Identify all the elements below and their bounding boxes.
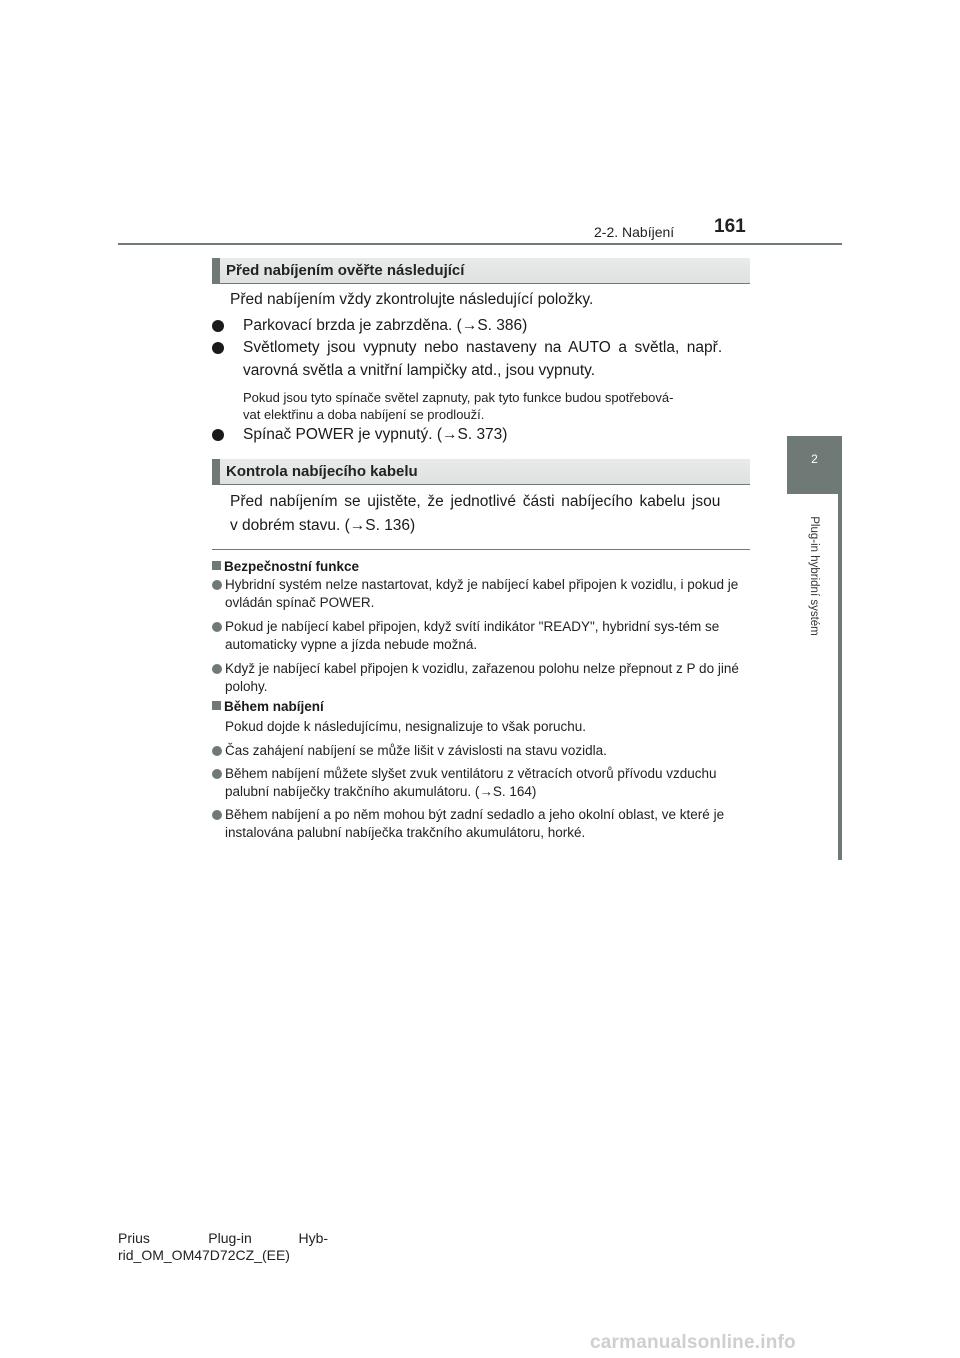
footer-document-id: Prius Plug-in Hyb- rid_OM_OM47D72CZ_(EE)	[118, 1230, 329, 1263]
square-bullet-icon	[212, 561, 221, 570]
section1-intro: Před nabíjením vždy zkontrolujte následující položky.	[230, 291, 594, 308]
heading-bar	[212, 459, 220, 484]
bullet-icon	[212, 664, 222, 674]
side-tab-bar	[838, 494, 842, 860]
heading-text: Kontrola nabíjecího kabelu	[226, 463, 418, 480]
section2-line: Před nabíjením se ujistěte, že jednotlivé části nabíjecího kabelu jsou	[230, 493, 721, 510]
section-heading-cable-check	[212, 459, 750, 485]
header-rule	[118, 243, 842, 245]
bullet-icon	[212, 320, 224, 332]
page-number: 161	[714, 216, 746, 237]
check-item-continuation: varovná světla a vnitřní lampičky atd., jsou vypnuty.	[243, 362, 596, 379]
side-tab-number: 2	[811, 452, 818, 466]
bullet-icon	[212, 429, 224, 441]
bullet-icon	[212, 810, 222, 820]
section-reference: 2-2. Nabíjení	[594, 224, 675, 240]
bullet-icon	[212, 342, 224, 354]
watermark: carmanualsonline.info	[590, 1332, 796, 1353]
square-bullet-icon	[212, 701, 221, 710]
bullet-icon	[212, 622, 222, 632]
note-line: Pokud jsou tyto spínače světel zapnuty, pak tyto funkce budou spotřebová-	[243, 390, 674, 405]
section-heading-before-charging	[212, 258, 750, 284]
heading-bar	[212, 258, 220, 283]
section2-line: v dobrém stavu. (→S. 136)	[230, 517, 416, 534]
note-line: vat elektřinu a doba nabíjení se prodlouží.	[243, 407, 485, 422]
bullet-icon	[212, 580, 222, 590]
bullet-icon	[212, 746, 222, 756]
bullet-icon	[212, 769, 222, 779]
divider	[212, 549, 750, 550]
note-intro: Pokud dojde k následujícímu, nesignalizuje to však poruchu.	[225, 719, 586, 734]
heading-text: Před nabíjením ověřte následující	[226, 262, 465, 279]
